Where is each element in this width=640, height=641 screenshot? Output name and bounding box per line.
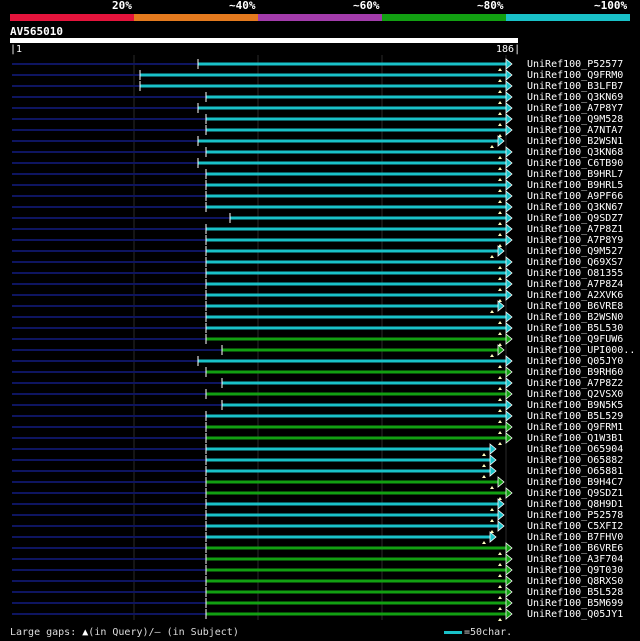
alignment-end-arrow xyxy=(498,246,504,256)
alignment-end-arrow xyxy=(506,202,512,212)
hit-row[interactable] xyxy=(12,554,512,566)
hit-row[interactable] xyxy=(12,312,512,324)
hit-label-link[interactable]: UniRef100_Q9T030 xyxy=(527,565,624,576)
query-gap-marker xyxy=(490,519,494,522)
legend-label-40: ~40% xyxy=(229,0,256,12)
hit-row[interactable] xyxy=(12,433,512,445)
hit-row[interactable] xyxy=(12,609,512,621)
hit-row[interactable] xyxy=(12,587,512,599)
query-gap-marker xyxy=(490,354,494,357)
hit-label-link[interactable]: UniRef100_B6VRE6 xyxy=(527,543,624,554)
query-gap-marker xyxy=(498,266,502,269)
hit-row[interactable] xyxy=(12,543,512,555)
alignment-end-arrow xyxy=(506,312,512,322)
hit-row[interactable] xyxy=(12,598,512,610)
query-gap-marker xyxy=(498,552,502,555)
hit-label-link[interactable]: UniRef100_B9RH60 xyxy=(527,367,624,378)
hit-row[interactable] xyxy=(12,488,512,500)
query-gap-marker xyxy=(482,475,486,478)
hit-row[interactable] xyxy=(12,92,512,104)
hit-label-link[interactable]: UniRef100_Q1W3B1 xyxy=(527,433,624,444)
hit-label-link[interactable]: UniRef100_Q9SDZ1 xyxy=(527,488,624,499)
query-gap-marker xyxy=(498,574,502,577)
hit-row[interactable] xyxy=(12,59,512,71)
hit-row[interactable] xyxy=(12,169,512,181)
alignment-end-arrow xyxy=(490,455,496,465)
alignment-end-arrow xyxy=(506,59,512,69)
alignment-end-arrow xyxy=(506,213,512,223)
query-gap-marker xyxy=(490,255,494,258)
query-gap-marker xyxy=(498,387,502,390)
hit-label-link[interactable]: UniRef100_P52578 xyxy=(527,510,624,521)
alignment-end-arrow xyxy=(506,543,512,553)
hit-label-link[interactable]: UniRef100_C6TB90 xyxy=(527,158,624,169)
query-gap-marker xyxy=(498,618,502,621)
hit-label-link[interactable]: UniRef100_A7P8Y7 xyxy=(527,103,624,114)
hit-label-link[interactable]: UniRef100_O81355 xyxy=(527,268,624,279)
alignment-end-arrow xyxy=(498,477,504,487)
query-id: AV565010 xyxy=(10,25,63,38)
alignment-end-arrow xyxy=(506,158,512,168)
hit-label-link[interactable]: UniRef100_A9PF66 xyxy=(527,191,624,202)
hit-row[interactable] xyxy=(12,576,512,588)
alignment-end-arrow xyxy=(506,125,512,135)
hit-row[interactable] xyxy=(12,323,512,335)
hit-row[interactable] xyxy=(12,466,496,478)
alignment-end-arrow xyxy=(490,444,496,454)
alignment-end-arrow xyxy=(498,301,504,311)
alignment-end-arrow xyxy=(506,587,512,597)
alignment-end-arrow xyxy=(506,411,512,421)
hit-label-link[interactable]: UniRef100_Q2VSX0 xyxy=(527,389,624,400)
hit-row[interactable] xyxy=(12,224,512,236)
query-gap-marker xyxy=(482,453,486,456)
hit-row[interactable] xyxy=(12,290,512,302)
alignment-end-arrow xyxy=(498,521,504,531)
query-gap-marker xyxy=(498,200,502,203)
alignment-end-arrow xyxy=(498,499,504,509)
alignment-end-arrow xyxy=(506,422,512,432)
alignment-end-arrow xyxy=(506,103,512,113)
alignment-end-arrow xyxy=(506,609,512,619)
legend-label-80: ~80% xyxy=(477,0,504,12)
alignment-end-arrow xyxy=(506,224,512,234)
query-gap-marker xyxy=(498,189,502,192)
alignment-end-arrow xyxy=(506,257,512,267)
hit-label-link[interactable]: UniRef100_Q8H9D1 xyxy=(527,499,624,510)
alignment-end-arrow xyxy=(506,400,512,410)
hit-row[interactable] xyxy=(12,367,512,379)
hit-row[interactable] xyxy=(12,444,496,456)
query-gap-marker xyxy=(498,420,502,423)
alignment-end-arrow xyxy=(506,169,512,179)
hit-row[interactable] xyxy=(12,356,512,368)
query-gap-marker xyxy=(498,409,502,412)
hit-row[interactable] xyxy=(12,268,512,280)
hit-label-link[interactable]: UniRef100_A7P8Z4 xyxy=(527,279,624,290)
hit-row[interactable] xyxy=(12,279,512,291)
alignment-end-arrow xyxy=(506,565,512,575)
hit-label-link[interactable]: UniRef100_Q9M528 xyxy=(527,114,624,125)
alignment-end-arrow xyxy=(506,433,512,443)
hit-label-link[interactable]: UniRef100_A3F704 xyxy=(527,554,624,565)
scale-legend-text: =50char. xyxy=(464,627,513,638)
alignment-end-arrow xyxy=(506,70,512,80)
hit-label-link[interactable]: UniRef100_P52577 xyxy=(527,59,624,70)
query-start-value: 1 xyxy=(16,44,23,55)
alignment-end-arrow xyxy=(506,114,512,124)
query-gap-marker xyxy=(498,123,502,126)
alignment-end-arrow xyxy=(506,554,512,564)
hit-row[interactable] xyxy=(12,389,512,401)
hit-label-link[interactable]: UniRef100_A7P8Z1 xyxy=(527,224,624,235)
query-gap-marker xyxy=(498,233,502,236)
alignment-end-arrow xyxy=(506,378,512,388)
hit-label-link[interactable]: UniRef100_Q3KN68 xyxy=(527,147,624,158)
hit-label-link[interactable]: UniRef100_B5L530 xyxy=(527,323,624,334)
hit-label-link[interactable]: UniRef100_Q69XS7 xyxy=(527,257,624,268)
alignment-end-arrow xyxy=(506,180,512,190)
query-gap-marker xyxy=(498,288,502,291)
hit-row[interactable] xyxy=(12,191,512,203)
alignment-end-arrow xyxy=(506,147,512,157)
query-start: |1 xyxy=(10,44,23,55)
hit-label-link[interactable]: UniRef100_Q05JY0 xyxy=(527,356,624,367)
query-gap-marker xyxy=(490,310,494,313)
hit-label-link[interactable]: UniRef100_A7NTA7 xyxy=(527,125,624,136)
hit-label-link[interactable]: UniRef100_B9H4C7 xyxy=(527,477,624,488)
hit-row[interactable] xyxy=(12,378,512,390)
gap-legend-query: (in Query)/ xyxy=(88,627,155,638)
query-gap-marker xyxy=(498,101,502,104)
hit-label-link[interactable]: UniRef100_Q3KN67 xyxy=(527,202,624,213)
alignment-end-arrow xyxy=(506,290,512,300)
alignment-end-arrow xyxy=(506,334,512,344)
alignment-end-arrow xyxy=(506,488,512,498)
hit-label-link[interactable]: UniRef100_O65882 xyxy=(527,455,624,466)
query-gap-marker xyxy=(498,277,502,280)
query-gap-marker xyxy=(498,79,502,82)
hit-label-link[interactable]: UniRef100_C5XFI2 xyxy=(527,521,624,532)
alignment-end-arrow xyxy=(498,345,504,355)
alignment-end-arrow xyxy=(506,598,512,608)
alignment-end-arrow xyxy=(506,268,512,278)
query-gap-marker xyxy=(498,596,502,599)
query-gap-marker xyxy=(498,332,502,335)
hit-label-link[interactable]: UniRef100_B2WSN0 xyxy=(527,312,624,323)
alignment-end-arrow xyxy=(506,389,512,399)
query-gap-marker xyxy=(498,156,502,159)
hit-label-link[interactable]: UniRef100_B9HRL7 xyxy=(527,169,624,180)
alignment-end-arrow xyxy=(506,81,512,91)
hit-label-link[interactable]: UniRef100_Q8RXS0 xyxy=(527,576,624,587)
hit-row[interactable] xyxy=(12,70,512,82)
query-gap-marker xyxy=(498,431,502,434)
hit-row[interactable] xyxy=(12,147,512,159)
hit-label-link[interactable]: UniRef100_B5L529 xyxy=(527,411,624,422)
hit-label-link[interactable]: UniRef100_B9N5K5 xyxy=(527,400,624,411)
query-gap-marker xyxy=(498,585,502,588)
legend-label-100: ~100% xyxy=(594,0,628,12)
hit-label-link[interactable]: UniRef100_Q3KN69 xyxy=(527,92,624,103)
query-gap-marker xyxy=(498,321,502,324)
query-gap-marker xyxy=(498,376,502,379)
query-gap-marker xyxy=(498,167,502,170)
subject-gap-icon: – xyxy=(154,627,161,638)
query-gap-marker xyxy=(498,68,502,71)
hit-row[interactable] xyxy=(12,565,512,577)
hit-row[interactable] xyxy=(12,411,512,423)
gap-legend-subject: (in Subject) xyxy=(166,627,239,638)
hit-label-link[interactable]: UniRef100_A2XVK6 xyxy=(527,290,624,301)
query-gap-marker xyxy=(490,508,494,511)
hit-label-link[interactable]: UniRef100_Q9SDZ7 xyxy=(527,213,624,224)
hit-row[interactable] xyxy=(12,103,512,115)
query-gap-marker xyxy=(490,145,494,148)
gap-legend-prefix: Large gaps: xyxy=(10,627,77,638)
gap-legend xyxy=(10,627,239,638)
alignment-end-arrow xyxy=(506,356,512,366)
scale-legend xyxy=(444,627,512,638)
alignment-end-arrow xyxy=(498,136,504,146)
alignment-end-arrow xyxy=(506,92,512,102)
query-gap-marker xyxy=(490,486,494,489)
hit-label-link[interactable]: UniRef100_B6VRE8 xyxy=(527,301,624,312)
hit-label-link[interactable]: UniRef100_Q9FRM0 xyxy=(527,70,624,81)
legend-label-60: ~60% xyxy=(353,0,380,12)
query-gap-marker xyxy=(498,211,502,214)
alignment-end-arrow xyxy=(490,466,496,476)
hit-label-link[interactable]: UniRef100_B9HRL5 xyxy=(527,180,624,191)
query-gap-marker xyxy=(498,607,502,610)
query-gap-marker xyxy=(482,464,486,467)
hit-label-link[interactable]: UniRef100_B2WSN1 xyxy=(527,136,624,147)
hit-row[interactable] xyxy=(12,532,496,544)
hit-row[interactable] xyxy=(12,158,512,170)
hit-row[interactable] xyxy=(12,422,512,434)
alignment-end-arrow xyxy=(490,532,496,542)
hit-label-link[interactable]: UniRef100_B5M699 xyxy=(527,598,624,609)
alignment-end-arrow xyxy=(506,235,512,245)
hit-row[interactable] xyxy=(12,213,512,225)
hit-row[interactable] xyxy=(12,114,512,126)
alignment-end-arrow xyxy=(506,576,512,586)
hit-row[interactable] xyxy=(12,81,512,93)
hit-label-link[interactable]: UniRef100_A7P8Y9 xyxy=(527,235,624,246)
query-gap-marker xyxy=(498,112,502,115)
hit-row[interactable] xyxy=(12,334,512,346)
query-gap-marker xyxy=(498,398,502,401)
hit-label-link[interactable]: UniRef100_B5L528 xyxy=(527,587,624,598)
hit-label-link[interactable]: UniRef100_O65904 xyxy=(527,444,624,455)
alignment-end-arrow xyxy=(506,191,512,201)
query-gap-marker xyxy=(498,365,502,368)
query-gap-marker xyxy=(482,541,486,544)
hit-label-link[interactable]: UniRef100_Q9FUW6 xyxy=(527,334,624,345)
hit-label-link[interactable]: UniRef100_B7FHV0 xyxy=(527,532,624,543)
hit-row[interactable] xyxy=(12,257,512,269)
hit-label-link[interactable]: UniRef100_B3LFB7 xyxy=(527,81,624,92)
hit-label-link[interactable]: UniRef100_Q9FRM1 xyxy=(527,422,624,433)
hit-label-link[interactable]: UniRef100_UPI000.. xyxy=(527,345,636,356)
query-gap-marker xyxy=(498,442,502,445)
alignment-end-arrow xyxy=(498,510,504,520)
query-gap-icon: ▲ xyxy=(82,627,89,638)
hit-row[interactable] xyxy=(12,202,512,214)
query-end-value: 186 xyxy=(496,44,515,55)
hit-label-link[interactable]: UniRef100_O65881 xyxy=(527,466,624,477)
hit-label-link[interactable]: UniRef100_Q9M527 xyxy=(527,246,624,257)
query-gap-marker xyxy=(498,222,502,225)
legend-label-20: 20% xyxy=(112,0,132,12)
hit-row[interactable] xyxy=(12,180,512,192)
hit-row[interactable] xyxy=(12,455,496,467)
hit-label-link[interactable]: UniRef100_Q05JY1 xyxy=(527,609,624,620)
alignment-end-arrow xyxy=(506,323,512,333)
hit-row[interactable] xyxy=(12,235,512,247)
alignment-end-arrow xyxy=(506,367,512,377)
query-gap-marker xyxy=(498,90,502,93)
query-gap-marker xyxy=(498,178,502,181)
hit-label-link[interactable]: UniRef100_A7P8Z2 xyxy=(527,378,624,389)
hit-row[interactable] xyxy=(12,125,512,137)
scale-swatch xyxy=(444,631,462,634)
hit-row[interactable] xyxy=(12,400,512,412)
query-end: 186| xyxy=(496,44,521,55)
query-gap-marker xyxy=(498,563,502,566)
alignment-end-arrow xyxy=(506,279,512,289)
